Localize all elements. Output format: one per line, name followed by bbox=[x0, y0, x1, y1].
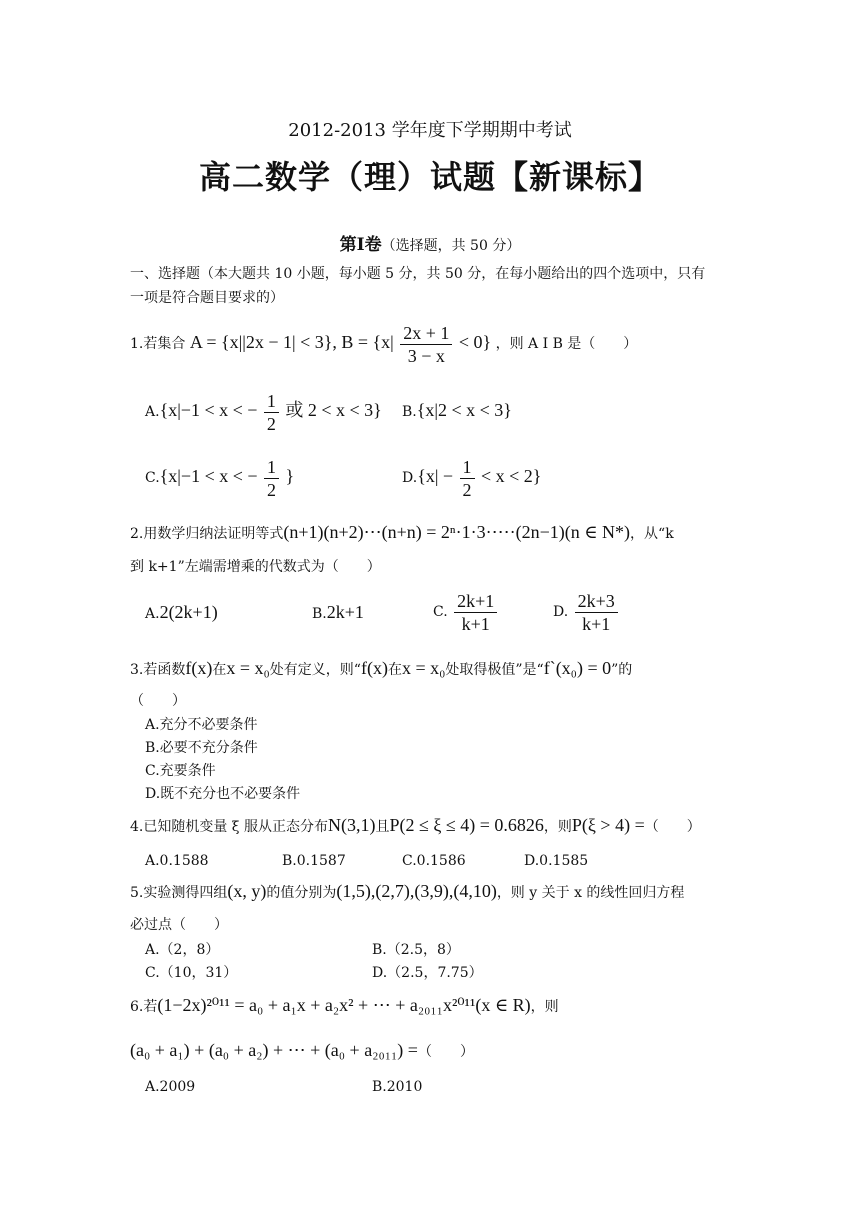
q1-fraction bbox=[400, 322, 452, 367]
q3-option-d: D.既不充分也不必要条件 bbox=[145, 786, 301, 802]
q1-opt-a-prefix: A. bbox=[145, 404, 160, 420]
q2-line2: 到 k+1”左端需增乘的代数式为（ ） bbox=[130, 559, 381, 575]
q2-opt-b-prefix: B. bbox=[312, 606, 327, 622]
q4-text-c: ，则 bbox=[543, 819, 572, 835]
question-6 bbox=[130, 994, 730, 1018]
q1-opt-d-prefix: D. bbox=[402, 470, 418, 486]
q4-text-b: 且 bbox=[375, 819, 390, 835]
q1-opt-c-frac-num: 1 bbox=[264, 456, 279, 479]
section-intro-line2: 一项是符合题目要求的） bbox=[130, 290, 284, 306]
q1-opt-a-frac-num: 1 bbox=[264, 390, 279, 413]
q3-text-b: 在 bbox=[212, 662, 227, 678]
q5-text-b: 的值分别为 bbox=[266, 885, 337, 901]
q5-option-c: C.（10，31） bbox=[145, 965, 238, 981]
q1-frac-num: 2x + 1 bbox=[400, 322, 452, 345]
q4-option-d: D.0.1585 bbox=[524, 853, 589, 869]
q2-option-d bbox=[553, 588, 620, 636]
q3-math-3: f(x) bbox=[360, 658, 388, 678]
q2-math: (n+1)(n+2)⋯(n+n) = 2ⁿ·1·3·⋯·(2n−1)(n ∈ N*) bbox=[283, 522, 631, 542]
q5-option-b: B.（2.5，8） bbox=[372, 942, 460, 958]
q1-opt-d-frac bbox=[460, 456, 475, 501]
q2-option-c bbox=[433, 588, 499, 636]
q1-text-b: ，则 A Ⅰ B 是（ ） bbox=[495, 336, 638, 352]
exam-title: 高二数学（理）试题【新课标】 bbox=[198, 158, 661, 196]
q1-math-b: < 0} bbox=[458, 332, 492, 352]
q1-opt-d-math1: {x| − bbox=[417, 466, 454, 486]
q6-text-a: 6.若 bbox=[130, 999, 158, 1015]
q3-text-c: 处有定义，则“ bbox=[269, 662, 361, 678]
q1-opt-a-math2: 或 2 < x < 3} bbox=[285, 400, 382, 420]
q2-text-a: 2.用数学归纳法证明等式 bbox=[130, 526, 284, 542]
q6-math-a: (1−2x)²⁰¹¹ = a₀ + a₁x + a₂x² + ⋯ + a₂₀₁₁x²⁰¹¹(x ∈ R) bbox=[157, 995, 531, 1015]
q6-option-b: B.2010 bbox=[372, 1079, 423, 1095]
q6-text-b: ，则 bbox=[530, 999, 559, 1015]
q2-opt-c-frac-num: 2k+1 bbox=[454, 590, 497, 613]
q3-option-c: C.充要条件 bbox=[145, 763, 216, 779]
q5-option-a: A.（2，8） bbox=[145, 942, 220, 958]
q1-opt-c-frac-den: 2 bbox=[266, 479, 276, 500]
section-intro-line1: 一、选择题（本大题共 10 小题，每小题 5 分，共 50 分，在每小题给出的四个选项中，只有 bbox=[130, 266, 706, 282]
question-1 bbox=[130, 318, 730, 366]
q1-opt-c-prefix: C. bbox=[145, 470, 160, 486]
q2-opt-c-frac bbox=[454, 590, 497, 635]
q6-line2 bbox=[130, 1039, 730, 1063]
q4-option-a: A.0.1588 bbox=[145, 853, 209, 869]
q3-math-2: x = x₀ bbox=[226, 658, 270, 678]
q3-option-a: A.充分不必要条件 bbox=[145, 717, 258, 733]
q6-option-a: A.2009 bbox=[145, 1079, 196, 1095]
q5-text-c: ，则 y 关于 x 的线性回归方程 bbox=[496, 885, 685, 901]
q5-math-a: (x, y) bbox=[227, 881, 267, 901]
q1-option-d bbox=[402, 452, 541, 500]
q6-math-b: (a₀ + a₁) + (a₀ + a₂) + ⋯ + (a₀ + a₂₀₁₁) = bbox=[130, 1040, 418, 1060]
question-5 bbox=[130, 880, 730, 904]
q3-text-e: 处取得极值”是“ bbox=[445, 662, 544, 678]
part-heading bbox=[0, 230, 860, 255]
q4-option-b: B.0.1587 bbox=[282, 853, 346, 869]
q2-opt-d-prefix: D. bbox=[553, 604, 569, 620]
q2-option-b bbox=[312, 588, 364, 636]
q4-math-c: P(ξ > 4) = bbox=[571, 815, 645, 835]
q2-option-a bbox=[145, 588, 218, 636]
exam-term: 2012-2013 学年度下学期期中考试 bbox=[288, 120, 572, 141]
q3-math-5: f`(x₀) = 0 bbox=[543, 658, 612, 678]
q1-opt-a-frac-den: 2 bbox=[266, 413, 276, 434]
q2-opt-d-frac-num: 2k+3 bbox=[575, 590, 618, 613]
part-note: （选择题，共 50 分） bbox=[381, 238, 521, 254]
q1-opt-a-math1: {x|−1 < x < − bbox=[159, 400, 258, 420]
q2-opt-d-frac-den: k+1 bbox=[582, 613, 611, 634]
q1-opt-b-math: {x|2 < x < 3} bbox=[416, 400, 512, 420]
q3-option-b: B.必要不充分条件 bbox=[145, 740, 258, 756]
q1-opt-d-frac-den: 2 bbox=[462, 479, 472, 500]
q4-option-c: C.0.1586 bbox=[402, 853, 466, 869]
q2-opt-b-math: 2k+1 bbox=[326, 602, 364, 622]
q1-option-c bbox=[145, 452, 294, 500]
q5-math-b: (1,5),(2,7),(3,9),(4,10) bbox=[336, 881, 497, 901]
q1-math-a: A = {x||2x − 1| < 3}, B = {x| bbox=[189, 332, 394, 352]
q5-option-d: D.（2.5，7.75） bbox=[372, 965, 483, 981]
q5-line2: 必过点（ ） bbox=[130, 917, 228, 933]
q1-opt-d-frac-num: 1 bbox=[460, 456, 475, 479]
q1-option-b bbox=[402, 386, 512, 434]
question-4 bbox=[130, 814, 730, 838]
question-3 bbox=[130, 657, 730, 681]
q2-opt-c-prefix: C. bbox=[433, 604, 448, 620]
q3-line2: （ ） bbox=[130, 693, 186, 709]
q1-frac-den: 3 − x bbox=[407, 345, 445, 366]
q2-text-b: ，从“k bbox=[630, 526, 674, 542]
q2-opt-c-frac-den: k+1 bbox=[461, 613, 490, 634]
q4-text-a: 4.已知随机变量 ξ 服从正态分布 bbox=[130, 819, 328, 835]
q1-text-a: 1.若集合 bbox=[130, 336, 186, 352]
q1-opt-c-frac bbox=[264, 456, 279, 501]
q2-opt-a-prefix: A. bbox=[145, 606, 160, 622]
q4-math-a: N(3,1) bbox=[327, 815, 376, 835]
q5-text-a: 5.实验测得四组 bbox=[130, 885, 228, 901]
q1-opt-b-prefix: B. bbox=[402, 404, 417, 420]
q3-text-d: 在 bbox=[387, 662, 402, 678]
q3-math-4: x = x₀ bbox=[401, 658, 446, 678]
q2-opt-a-math: 2(2k+1) bbox=[159, 602, 218, 622]
question-2 bbox=[130, 521, 730, 545]
q3-math-1: f(x) bbox=[185, 658, 213, 678]
q3-text-f: ”的 bbox=[611, 662, 633, 678]
q1-opt-a-frac bbox=[264, 390, 279, 435]
q6-text-c: （ ） bbox=[417, 1044, 474, 1060]
part-label: 第Ⅰ卷 bbox=[339, 235, 382, 255]
q1-option-a bbox=[145, 386, 382, 434]
q2-opt-d-frac bbox=[575, 590, 618, 635]
q1-opt-d-math2: < x < 2} bbox=[481, 466, 542, 486]
q1-opt-c-math1: {x|−1 < x < − bbox=[159, 466, 258, 486]
q1-opt-c-math2: } bbox=[285, 466, 295, 486]
q3-text-a: 3.若函数 bbox=[130, 662, 186, 678]
q4-text-d: （ ） bbox=[644, 819, 701, 835]
q4-math-b: P(2 ≤ ξ ≤ 4) = 0.6826 bbox=[389, 815, 544, 835]
